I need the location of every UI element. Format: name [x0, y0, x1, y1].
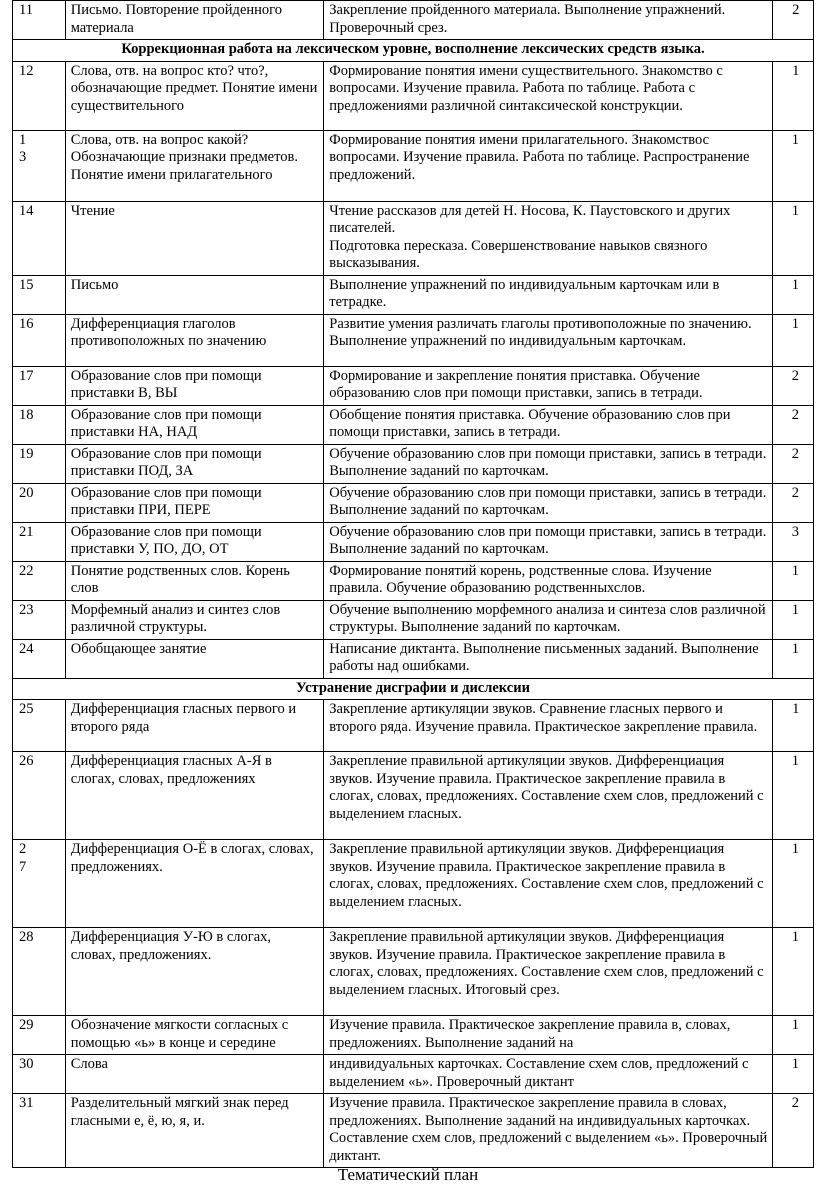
- hours-cell: 2: [773, 1094, 814, 1168]
- topic-cell: Обозначение мягкости согласных с помощью «ь» в конце и середине: [65, 1016, 324, 1055]
- topic-cell: Разделительный мягкий знак перед гласными е, ё, ю, я, и.: [65, 1094, 324, 1168]
- topic-cell: Дифференциация У-Ю в слогах, словах, предложениях.: [65, 928, 324, 1016]
- content-cell: Формирование понятия имени существительного. Знакомство с вопросами. Изучение правила. Работа по таблице. Работа с предложениями различной синтаксической конструкции.: [324, 61, 773, 130]
- lesson-number-cell: 23: [13, 600, 66, 639]
- topic-cell: Образование слов при помощи приставки В, ВЫ: [65, 366, 324, 405]
- lesson-number-cell: 31: [13, 1094, 66, 1168]
- table-row: [13, 130, 814, 201]
- topic-cell: Обобщающее занятие: [65, 639, 324, 678]
- topic-cell: Образование слов при помощи приставки НА, НАД: [65, 405, 324, 444]
- hours-cell: 3: [773, 522, 814, 561]
- table-row: [13, 700, 814, 752]
- table-row: [13, 366, 814, 405]
- table-row: [13, 405, 814, 444]
- topic-cell: Чтение: [65, 201, 324, 275]
- lesson-number-cell: 2 7: [13, 840, 66, 928]
- content-cell: Закрепление артикуляции звуков. Сравнение гласных первого и второго ряда. Изучение правила. Практическое закрепление правила.: [324, 700, 773, 752]
- content-cell: Формирование понятия имени прилагательного. Знакомствос вопросами. Изучение правила. Работа по таблице. Распространение предложений.: [324, 130, 773, 201]
- topic-cell: Образование слов при помощи приставки ПРИ, ПЕРЕ: [65, 483, 324, 522]
- content-cell: Написание диктанта. Выполнение письменных заданий. Выполнение работы над ошибками.: [324, 639, 773, 678]
- hours-cell: 1: [773, 700, 814, 752]
- topic-cell: Дифференциация гласных первого и второго ряда: [65, 700, 324, 752]
- lesson-number-cell: 15: [13, 275, 66, 314]
- hours-cell: 1: [773, 130, 814, 201]
- lesson-number-cell: 17: [13, 366, 66, 405]
- content-cell: Изучение правила. Практическое закрепление правила в, словах, предложениях. Выполнение заданий на: [324, 1016, 773, 1055]
- lesson-number-cell: 16: [13, 314, 66, 366]
- hours-cell: 1: [773, 61, 814, 130]
- lesson-number-cell: 28: [13, 928, 66, 1016]
- table-row: [13, 201, 814, 275]
- table-row: [13, 275, 814, 314]
- hours-cell: 1: [773, 201, 814, 275]
- content-cell: Чтение рассказов для детей Н. Носова, К. Паустовского и других писателей. Подготовка пересказа. Совершенствование навыков связного высказывания.: [324, 201, 773, 275]
- topic-cell: Дифференциация глаголов противоположных по значению: [65, 314, 324, 366]
- lesson-number-cell: 29: [13, 1016, 66, 1055]
- table-row: [13, 600, 814, 639]
- hours-cell: 2: [773, 1, 814, 40]
- content-cell: Обучение образованию слов при помощи приставки, запись в тетради. Выполнение заданий по карточкам.: [324, 444, 773, 483]
- lesson-number-cell: 14: [13, 201, 66, 275]
- table-body: [13, 1, 814, 1168]
- table-row: [13, 522, 814, 561]
- table-row: [13, 1, 814, 40]
- section-header-row: [13, 678, 814, 700]
- lesson-number-cell: 22: [13, 561, 66, 600]
- hours-cell: 1: [773, 639, 814, 678]
- lesson-number-cell: 25: [13, 700, 66, 752]
- topic-cell: Письмо. Повторение пройденного материала: [65, 1, 324, 40]
- content-cell: Закрепление правильной артикуляции звуков. Дифференциация звуков. Изучение правила. Практическое закрепление правила в слогах, словах, предложениях. Составление схем слов, предложений с выделением гласных. Итоговый срез.: [324, 928, 773, 1016]
- content-cell: Изучение правила. Практическое закрепление правила в словах, предложениях. Выполнение заданий на индивидуальных карточках. Составление схем слов, предложений с выделением «ь». Проверочный диктант.: [324, 1094, 773, 1168]
- table-row: [13, 483, 814, 522]
- content-cell: Закрепление правильной артикуляции звуков. Дифференциация звуков. Изучение правила. Практическое закрепление правила в слогах, словах, предложениях. Составление схем слов, предложений с выделением гласных.: [324, 840, 773, 928]
- hours-cell: 1: [773, 840, 814, 928]
- topic-cell: Дифференциация гласных А-Я в слогах, словах, предложениях: [65, 752, 324, 840]
- topic-cell: Образование слов при помощи приставки ПОД, ЗА: [65, 444, 324, 483]
- table-row: [13, 1094, 814, 1168]
- lesson-number-cell: 21: [13, 522, 66, 561]
- content-cell: Формирование и закрепление понятия приставка. Обучение образованию слов при помощи приставки, запись в тетради.: [324, 366, 773, 405]
- hours-cell: 1: [773, 275, 814, 314]
- hours-cell: 1: [773, 1055, 814, 1094]
- topic-cell: Морфемный анализ и синтез слов различной структуры.: [65, 600, 324, 639]
- lesson-number-cell: 24: [13, 639, 66, 678]
- table-row: [13, 1055, 814, 1094]
- content-cell: Выполнение упражнений по индивидуальным карточкам или в тетрадке.: [324, 275, 773, 314]
- table-row: [13, 639, 814, 678]
- content-cell: Закрепление правильной артикуляции звуков. Дифференциация звуков. Изучение правила. Практическое закрепление правила в слогах, словах, предложениях. Составление схем слов, предложений с выделением гласных.: [324, 752, 773, 840]
- lesson-number-cell: 26: [13, 752, 66, 840]
- topic-cell: Слова, отв. на вопрос какой? Обозначающие признаки предметов. Понятие имени прилагательного: [65, 130, 324, 201]
- hours-cell: 1: [773, 752, 814, 840]
- topic-cell: Слова: [65, 1055, 324, 1094]
- topic-cell: Понятие родственных слов. Корень слов: [65, 561, 324, 600]
- footer-title: Тематический план: [337, 1165, 479, 1184]
- topic-cell: Письмо: [65, 275, 324, 314]
- lesson-number-cell: 11: [13, 1, 66, 40]
- hours-cell: 1: [773, 600, 814, 639]
- section-title: Устранение дисграфии и дислексии: [13, 678, 814, 700]
- hours-cell: 1: [773, 561, 814, 600]
- content-cell: Развитие умения различать глаголы противоположные по значению. Выполнение упражнений по индивидуальным карточкам.: [324, 314, 773, 366]
- table-row: [13, 752, 814, 840]
- table-row: [13, 928, 814, 1016]
- hours-cell: 2: [773, 405, 814, 444]
- content-cell: индивидуальных карточках. Составление схем слов, предложений с выделением «ь». Проверочный диктант: [324, 1055, 773, 1094]
- lesson-number-cell: 18: [13, 405, 66, 444]
- lesson-number-cell: 12: [13, 61, 66, 130]
- hours-cell: 2: [773, 444, 814, 483]
- topic-cell: Слова, отв. на вопрос кто? что?, обозначающие предмет. Понятие имени существительного: [65, 61, 324, 130]
- lesson-number-cell: 30: [13, 1055, 66, 1094]
- hours-cell: 2: [773, 483, 814, 522]
- lesson-number-cell: 1 3: [13, 130, 66, 201]
- table-row: [13, 61, 814, 130]
- lesson-number-cell: 19: [13, 444, 66, 483]
- table-row: [13, 444, 814, 483]
- content-cell: Обобщение понятия приставка. Обучение образованию слов при помощи приставки, запись в тетради.: [324, 405, 773, 444]
- section-header-row: [13, 40, 814, 62]
- thematic-plan-table: [12, 0, 814, 1168]
- lesson-number-cell: 20: [13, 483, 66, 522]
- hours-cell: 1: [773, 928, 814, 1016]
- content-cell: Формирование понятий корень, родственные слова. Изучение правила. Обучение образованию родственныхслов.: [324, 561, 773, 600]
- content-cell: Обучение образованию слов при помощи приставки, запись в тетради. Выполнение заданий по карточкам.: [324, 483, 773, 522]
- table-row: [13, 1016, 814, 1055]
- topic-cell: Дифференциация О-Ё в слогах, словах, предложениях.: [65, 840, 324, 928]
- content-cell: Закрепление пройденного материала. Выполнение упражнений. Проверочный срез.: [324, 1, 773, 40]
- content-cell: Обучение образованию слов при помощи приставки, запись в тетради. Выполнение заданий по карточкам.: [324, 522, 773, 561]
- topic-cell: Образование слов при помощи приставки У, ПО, ДО, ОТ: [65, 522, 324, 561]
- table-row: [13, 840, 814, 928]
- table-row: [13, 314, 814, 366]
- hours-cell: 2: [773, 366, 814, 405]
- section-title: Коррекционная работа на лексическом уровне, восполнение лексических средств языка.: [13, 40, 814, 62]
- table-row: [13, 561, 814, 600]
- hours-cell: 1: [773, 314, 814, 366]
- content-cell: Обучение выполнению морфемного анализа и синтеза слов различной структуры. Выполнение заданий по карточкам.: [324, 600, 773, 639]
- hours-cell: 1: [773, 1016, 814, 1055]
